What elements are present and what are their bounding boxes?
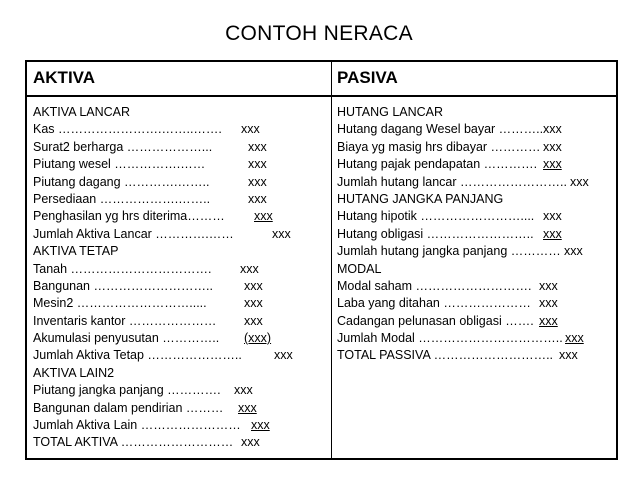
row-label: HUTANG LANCAR xyxy=(337,105,444,119)
aktiva-row xyxy=(33,400,325,417)
aktiva-row xyxy=(33,139,325,156)
row-label: Piutang wesel …………….…… xyxy=(33,157,206,172)
pasiva-row xyxy=(337,174,615,191)
row-value: xxx xyxy=(240,261,259,276)
row-label: Laba yang ditahan ………………… xyxy=(337,296,531,311)
aktiva-row xyxy=(33,295,325,312)
row-value: xxx xyxy=(539,296,558,311)
aktiva-row xyxy=(33,365,325,382)
row-label: Hutang obligasi …………………….. xyxy=(337,226,534,241)
pasiva-row xyxy=(337,347,615,364)
row-value: xxx xyxy=(559,348,578,363)
row-label: TOTAL PASSIVA ……………………….. xyxy=(337,348,554,363)
row-label: MODAL xyxy=(337,261,382,276)
pasiva-row xyxy=(337,278,615,295)
row-value: xxx xyxy=(539,313,558,328)
aktiva-row xyxy=(33,313,325,330)
row-value: xxx xyxy=(234,383,253,398)
column-divider xyxy=(331,62,332,458)
pasiva-row xyxy=(337,295,615,312)
row-label: Modal saham ………………………. xyxy=(337,278,532,293)
pasiva-row xyxy=(337,156,615,173)
row-label: Surat2 berharga ………………... xyxy=(33,139,213,154)
aktiva-row xyxy=(33,104,325,121)
row-value: xxx xyxy=(565,331,584,346)
balance-sheet-table xyxy=(25,60,618,460)
aktiva-row xyxy=(33,278,325,295)
row-label: Akumulasi penyusutan ………….. xyxy=(33,331,220,346)
row-label: Persediaan ……………….…….. xyxy=(33,191,211,206)
aktiva-row xyxy=(33,208,325,225)
row-value: xxx xyxy=(248,191,267,206)
aktiva-column xyxy=(33,104,325,452)
aktiva-row xyxy=(33,417,325,434)
row-value: xxx xyxy=(543,226,562,241)
row-label: AKTIVA TETAP xyxy=(33,244,119,259)
row-label: Tanah ……………………………. xyxy=(33,261,212,276)
page-title: CONTOH NERACA xyxy=(225,22,413,45)
row-label: Jumlah Aktiva Lain …………………… xyxy=(33,418,241,433)
row-value: xxx xyxy=(248,139,267,154)
row-label: Jumlah hutang lancar …………………….. xyxy=(337,174,567,189)
pasiva-row xyxy=(337,313,615,330)
aktiva-row xyxy=(33,434,325,451)
row-value: xxx xyxy=(241,122,260,137)
row-value: xxx xyxy=(244,296,263,311)
row-label: AKTIVA LAIN2 xyxy=(33,365,115,380)
row-label: Jumlah Aktiva Lancar ………….…… xyxy=(33,226,234,241)
row-value: xxx xyxy=(244,313,263,328)
row-label: Bangunan ……………………….. xyxy=(33,278,213,293)
row-value: xxx xyxy=(274,348,293,363)
row-label: TOTAL AKTIVA ……………………… xyxy=(33,435,234,450)
pasiva-row xyxy=(337,261,615,278)
row-value: xxx xyxy=(241,435,260,450)
pasiva-row xyxy=(337,330,615,347)
pasiva-row xyxy=(337,191,615,208)
row-value: xxx xyxy=(543,209,562,224)
row-label: Hutang pajak pendapatan …………. xyxy=(337,157,538,172)
row-label: Jumlah Modal …………………………….. xyxy=(337,331,563,346)
aktiva-row xyxy=(33,174,325,191)
aktiva-row xyxy=(33,330,325,347)
pasiva-row xyxy=(337,104,615,121)
row-label: Inventaris kantor ………………… xyxy=(33,313,217,328)
row-value: xxx xyxy=(539,278,558,293)
row-label: Hutang dagang Wesel bayar ……….. xyxy=(337,122,544,137)
pasiva-row xyxy=(337,226,615,243)
aktiva-row xyxy=(33,347,325,364)
row-label: Cadangan pelunasan obligasi ……. xyxy=(337,313,534,328)
row-value: xxx xyxy=(238,400,257,415)
aktiva-row xyxy=(33,191,325,208)
aktiva-row xyxy=(33,243,325,260)
pasiva-row xyxy=(337,243,615,260)
row-value: xxx xyxy=(543,122,562,137)
row-value: xxx xyxy=(251,418,270,433)
aktiva-row xyxy=(33,261,325,278)
row-label: Biaya yg masig hrs dibayar ………… xyxy=(337,139,541,154)
row-label: HUTANG JANGKA PANJANG xyxy=(337,191,504,206)
pasiva-row xyxy=(337,121,615,138)
row-value: xxx xyxy=(254,209,273,224)
aktiva-row xyxy=(33,156,325,173)
row-value: xxx xyxy=(248,157,267,172)
pasiva-row xyxy=(337,208,615,225)
aktiva-row xyxy=(33,121,325,138)
row-value: xxx xyxy=(564,244,583,259)
row-label: Bangunan dalam pendirian ……… xyxy=(33,400,224,415)
row-value: xxx xyxy=(543,139,562,154)
header-divider xyxy=(27,95,616,97)
row-label: Jumlah Aktiva Tetap ………………….. xyxy=(33,348,242,363)
aktiva-header: AKTIVA xyxy=(33,68,96,87)
row-value: xxx xyxy=(570,174,589,189)
row-label: Piutang dagang ………….…….. xyxy=(33,174,210,189)
row-label: Jumlah hutang jangka panjang ………… xyxy=(337,244,561,259)
pasiva-column xyxy=(337,104,615,365)
row-value: xxx xyxy=(543,157,562,172)
pasiva-header: PASIVA xyxy=(337,68,398,87)
row-label: Kas …………………….……..……. xyxy=(33,122,222,137)
aktiva-row xyxy=(33,382,325,399)
row-label: AKTIVA LANCAR xyxy=(33,105,131,119)
row-value: xxx xyxy=(248,174,267,189)
row-label: Mesin2 ………………………..... xyxy=(33,296,207,311)
row-value: xxx xyxy=(244,278,263,293)
aktiva-row xyxy=(33,226,325,243)
row-label: Hutang hipotik …………………….... xyxy=(337,209,535,224)
row-value: xxx xyxy=(272,226,291,241)
row-value: (xxx) xyxy=(244,331,272,346)
row-label: Penghasilan yg hrs diterima……… xyxy=(33,209,225,224)
row-label: Piutang jangka panjang …………. xyxy=(33,383,221,398)
pasiva-row xyxy=(337,139,615,156)
